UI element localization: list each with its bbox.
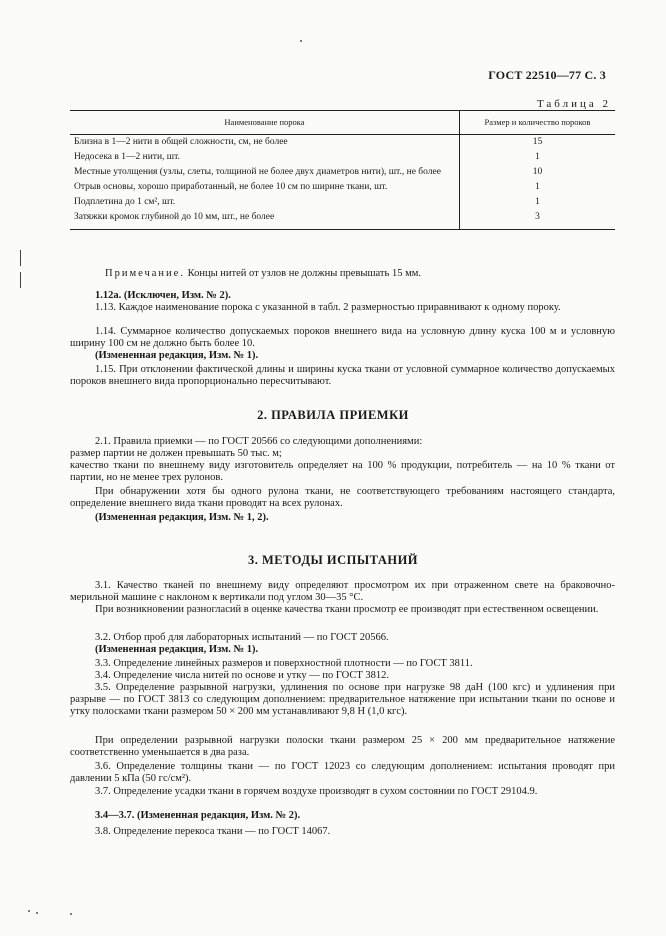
defect-value: 10 <box>532 167 543 177</box>
clause-3-5-b: При определении разрывной нагрузки полоски ткани размером 25 × 200 мм предварительное натяжение соответственно уменьшается в два раза. <box>70 735 615 758</box>
defect-name: Затяжки кромок глубиной до 10 мм, шт., не более <box>70 210 460 230</box>
clause-3-1-b: При возникновении разногласий в оценке качества ткани просмотр ее производят при естественном освещении. <box>95 604 599 615</box>
clause-1-14: 1.14. Суммарное количество допускаемых пороков внешнего вида на условную длину куска 100 м и условную ширину 100 см не должно быть более 10. <box>70 326 615 349</box>
clause-2-1-a: размер партии не должен превышать 50 тыс. м; <box>70 448 282 459</box>
defect-value: 1 <box>535 152 540 162</box>
clause-2-1-c: При обнаружении хотя бы одного рулона ткани, не соответствующего требованиям настоящего стандарта, определение внешнего вида ткани проводят на всех рулонах. <box>70 486 615 509</box>
table-row <box>70 150 615 165</box>
table-row <box>70 135 615 151</box>
table-row <box>70 195 615 210</box>
edit-note-2: (Измененная редакция, Изм. № 1, 2). <box>95 512 269 523</box>
note-text: Концы нитей от узлов не должны превышать 15 мм. <box>184 268 421 279</box>
clause-3-8: 3.8. Определение перекоса ткани — по ГОСТ 14067. <box>95 826 331 837</box>
table-header-name: Наименование порока <box>70 111 460 135</box>
defect-value: 3 <box>460 210 616 230</box>
defect-name: Отрыв основы, хорошо приработанный, не более 10 см по ширине ткани, шт. <box>70 180 460 195</box>
table-header-value: Размер и количество пороков <box>460 111 616 135</box>
clause-3-7: 3.7. Определение усадки ткани в горячем воздухе производят в сухом состоянии по ГОСТ 29104.9. <box>95 786 538 797</box>
defect-value: 15 <box>532 137 543 147</box>
table-row <box>70 210 615 230</box>
scan-speck <box>70 913 72 915</box>
edit-note-1: (Измененная редакция, Изм. № 1). <box>95 350 259 361</box>
section-3-title: 3. МЕТОДЫ ИСПЫТАНИЙ <box>247 553 419 567</box>
table-row <box>70 180 615 195</box>
clause-2-1-b: качество ткани по внешнему виду изготовитель определяет на 100 % продукции, потребитель — на 10 % ткани от партии, но не менее трех рулонов. <box>70 460 615 483</box>
defect-name: Подплетина до 1 см², шт. <box>70 195 460 210</box>
table-caption: Таблица 2 <box>536 98 611 110</box>
defect-name: Местные утолщения (узлы, слеты, толщиной не более двух диаметров нити), шт., не более <box>70 165 460 180</box>
margin-mark <box>20 250 21 266</box>
note-label: Примечание. <box>105 268 185 279</box>
section-2-title: 2. ПРАВИЛА ПРИЕМКИ <box>257 408 409 422</box>
clause-3-6: 3.6. Определение толщины ткани — по ГОСТ 12023 со следующим дополнением: испытания проводят при давлении 5 кПа (50 гс/см²). <box>70 761 615 784</box>
scan-speck <box>300 40 302 42</box>
table-note <box>105 268 615 280</box>
clause-3-3: 3.3. Определение линейных размеров и поверхностной плотности — по ГОСТ 3811. <box>95 658 473 669</box>
clause-3-4: 3.4. Определение числа нитей по основе и утку — по ГОСТ 3812. <box>95 670 390 681</box>
defect-value: 1 <box>535 197 540 207</box>
margin-mark <box>20 272 21 288</box>
defect-name: Недосека в 1—2 нити, шт. <box>70 150 460 165</box>
edit-note-4: 3.4—3.7. (Измененная редакция, Изм. № 2). <box>95 810 301 821</box>
defect-name: Близна в 1—2 нити в общей сложности, см, не более <box>70 135 460 151</box>
edit-note-3: (Измененная редакция, Изм. № 1). <box>95 644 259 655</box>
defect-value: 1 <box>535 182 540 192</box>
clause-1-15: 1.15. При отклонении фактической длины и ширины куска ткани от условной суммарное количество допускаемых пороков внешнего вида пропорционально пересчитывают. <box>70 364 615 387</box>
clause-3-5: 3.5. Определение разрывной нагрузки, удлинения по основе при нагрузке 98 даН (100 кгс) и удлинения при разрыве — по ГОСТ 3813 со следующим дополнением: предварительное натяжение при испытании ткани по основе и утку полосками ткани размером 50 × 200 мм устанавливают 9,8 Н (1,0 кгс). <box>70 682 615 717</box>
clause-1-12a: 1.12а. (Исключен, Изм. № 2). <box>95 290 231 301</box>
scan-speck <box>28 910 30 912</box>
clause-2-1: 2.1. Правила приемки — по ГОСТ 20566 со следующими дополнениями: <box>95 436 423 447</box>
defects-table <box>70 110 615 230</box>
clause-1-13: 1.13. Каждое наименование порока с указанной в табл. 2 размерностью приравнивают к одному пороку. <box>95 302 561 313</box>
clause-3-1: 3.1. Качество тканей по внешнему виду определяют просмотром их при отраженном свете на браковочно-мерильной машине с наклоном к вертикали под углом 30—35 °С. <box>70 580 615 603</box>
clause-3-2: 3.2. Отбор проб для лабораторных испытаний — по ГОСТ 20566. <box>95 632 389 643</box>
table-row <box>70 165 615 180</box>
scan-speck <box>36 912 38 914</box>
page-header: ГОСТ 22510—77 С. 3 <box>488 68 606 82</box>
